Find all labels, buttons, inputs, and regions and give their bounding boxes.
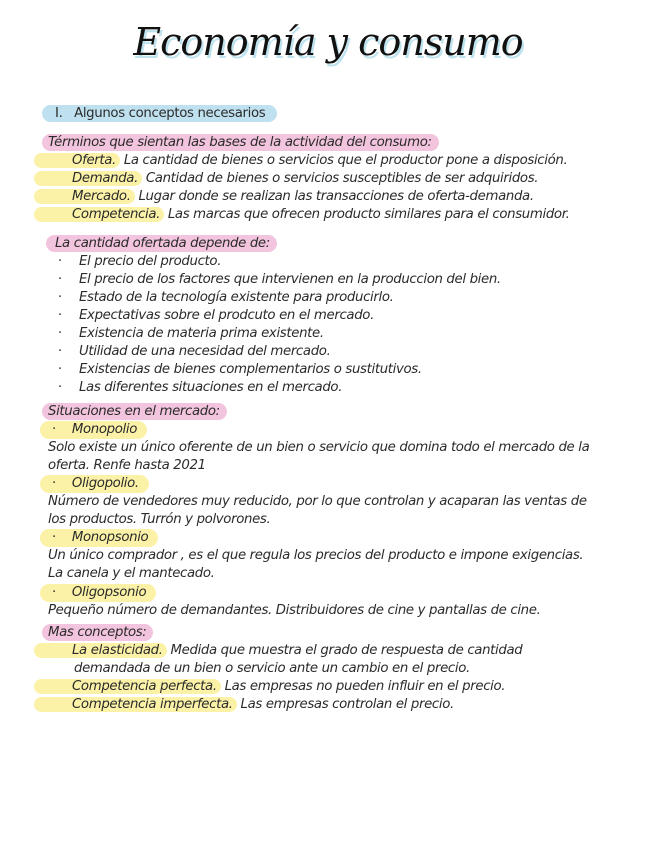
- paragraph-line: Pequeño número de demandantes. Distribuidores de cine y pantallas de cine.: [48, 603, 541, 618]
- paragraph-line: oferta. Renfe hasta 2021: [48, 458, 206, 473]
- paragraph-line: La canela y el mantecado.: [48, 566, 215, 581]
- term: Competencia.: [34, 207, 164, 222]
- section-heading: [42, 105, 277, 123]
- paragraph-line: los productos. Turrón y polvorones.: [48, 512, 271, 527]
- paragraph-line: Un único comprador , es el que regula los precios del producto e impone exigencias.: [48, 548, 584, 563]
- ofertada-heading: La cantidad ofertada depende de:: [46, 235, 277, 253]
- mas-heading: Mas conceptos:: [42, 624, 153, 642]
- term: Demanda.: [34, 171, 142, 186]
- page-title: Economía y consumo: [133, 20, 523, 64]
- term: Competencia imperfecta.: [34, 697, 237, 712]
- paragraph-line: Número de vendedores muy reducido, por lo que controlan y acaparan las ventas de: [48, 494, 587, 509]
- term: Monopsonio: [71, 530, 149, 545]
- paragraph-line: Solo existe un único oferente de un bien o servicio que domina todo el mercado de la: [48, 440, 590, 455]
- term: Oligopolio.: [71, 476, 139, 491]
- term: Monopolio: [71, 422, 138, 437]
- term: La elasticidad.: [34, 643, 167, 658]
- term: Oligopsonio: [71, 585, 147, 600]
- term: Oferta.: [34, 153, 120, 168]
- section-label: Algunos conceptos necesarios: [74, 106, 266, 121]
- situaciones-heading: Situaciones en el mercado:: [42, 403, 227, 421]
- term: Competencia perfecta.: [34, 679, 221, 694]
- section-number: I.: [55, 106, 63, 121]
- bases-heading: Términos que sientan las bases de la actividad del consumo:: [42, 134, 439, 152]
- paragraph-line: demandada de un bien o servicio ante un cambio en el precio.: [74, 661, 470, 676]
- term: Mercado.: [34, 189, 135, 204]
